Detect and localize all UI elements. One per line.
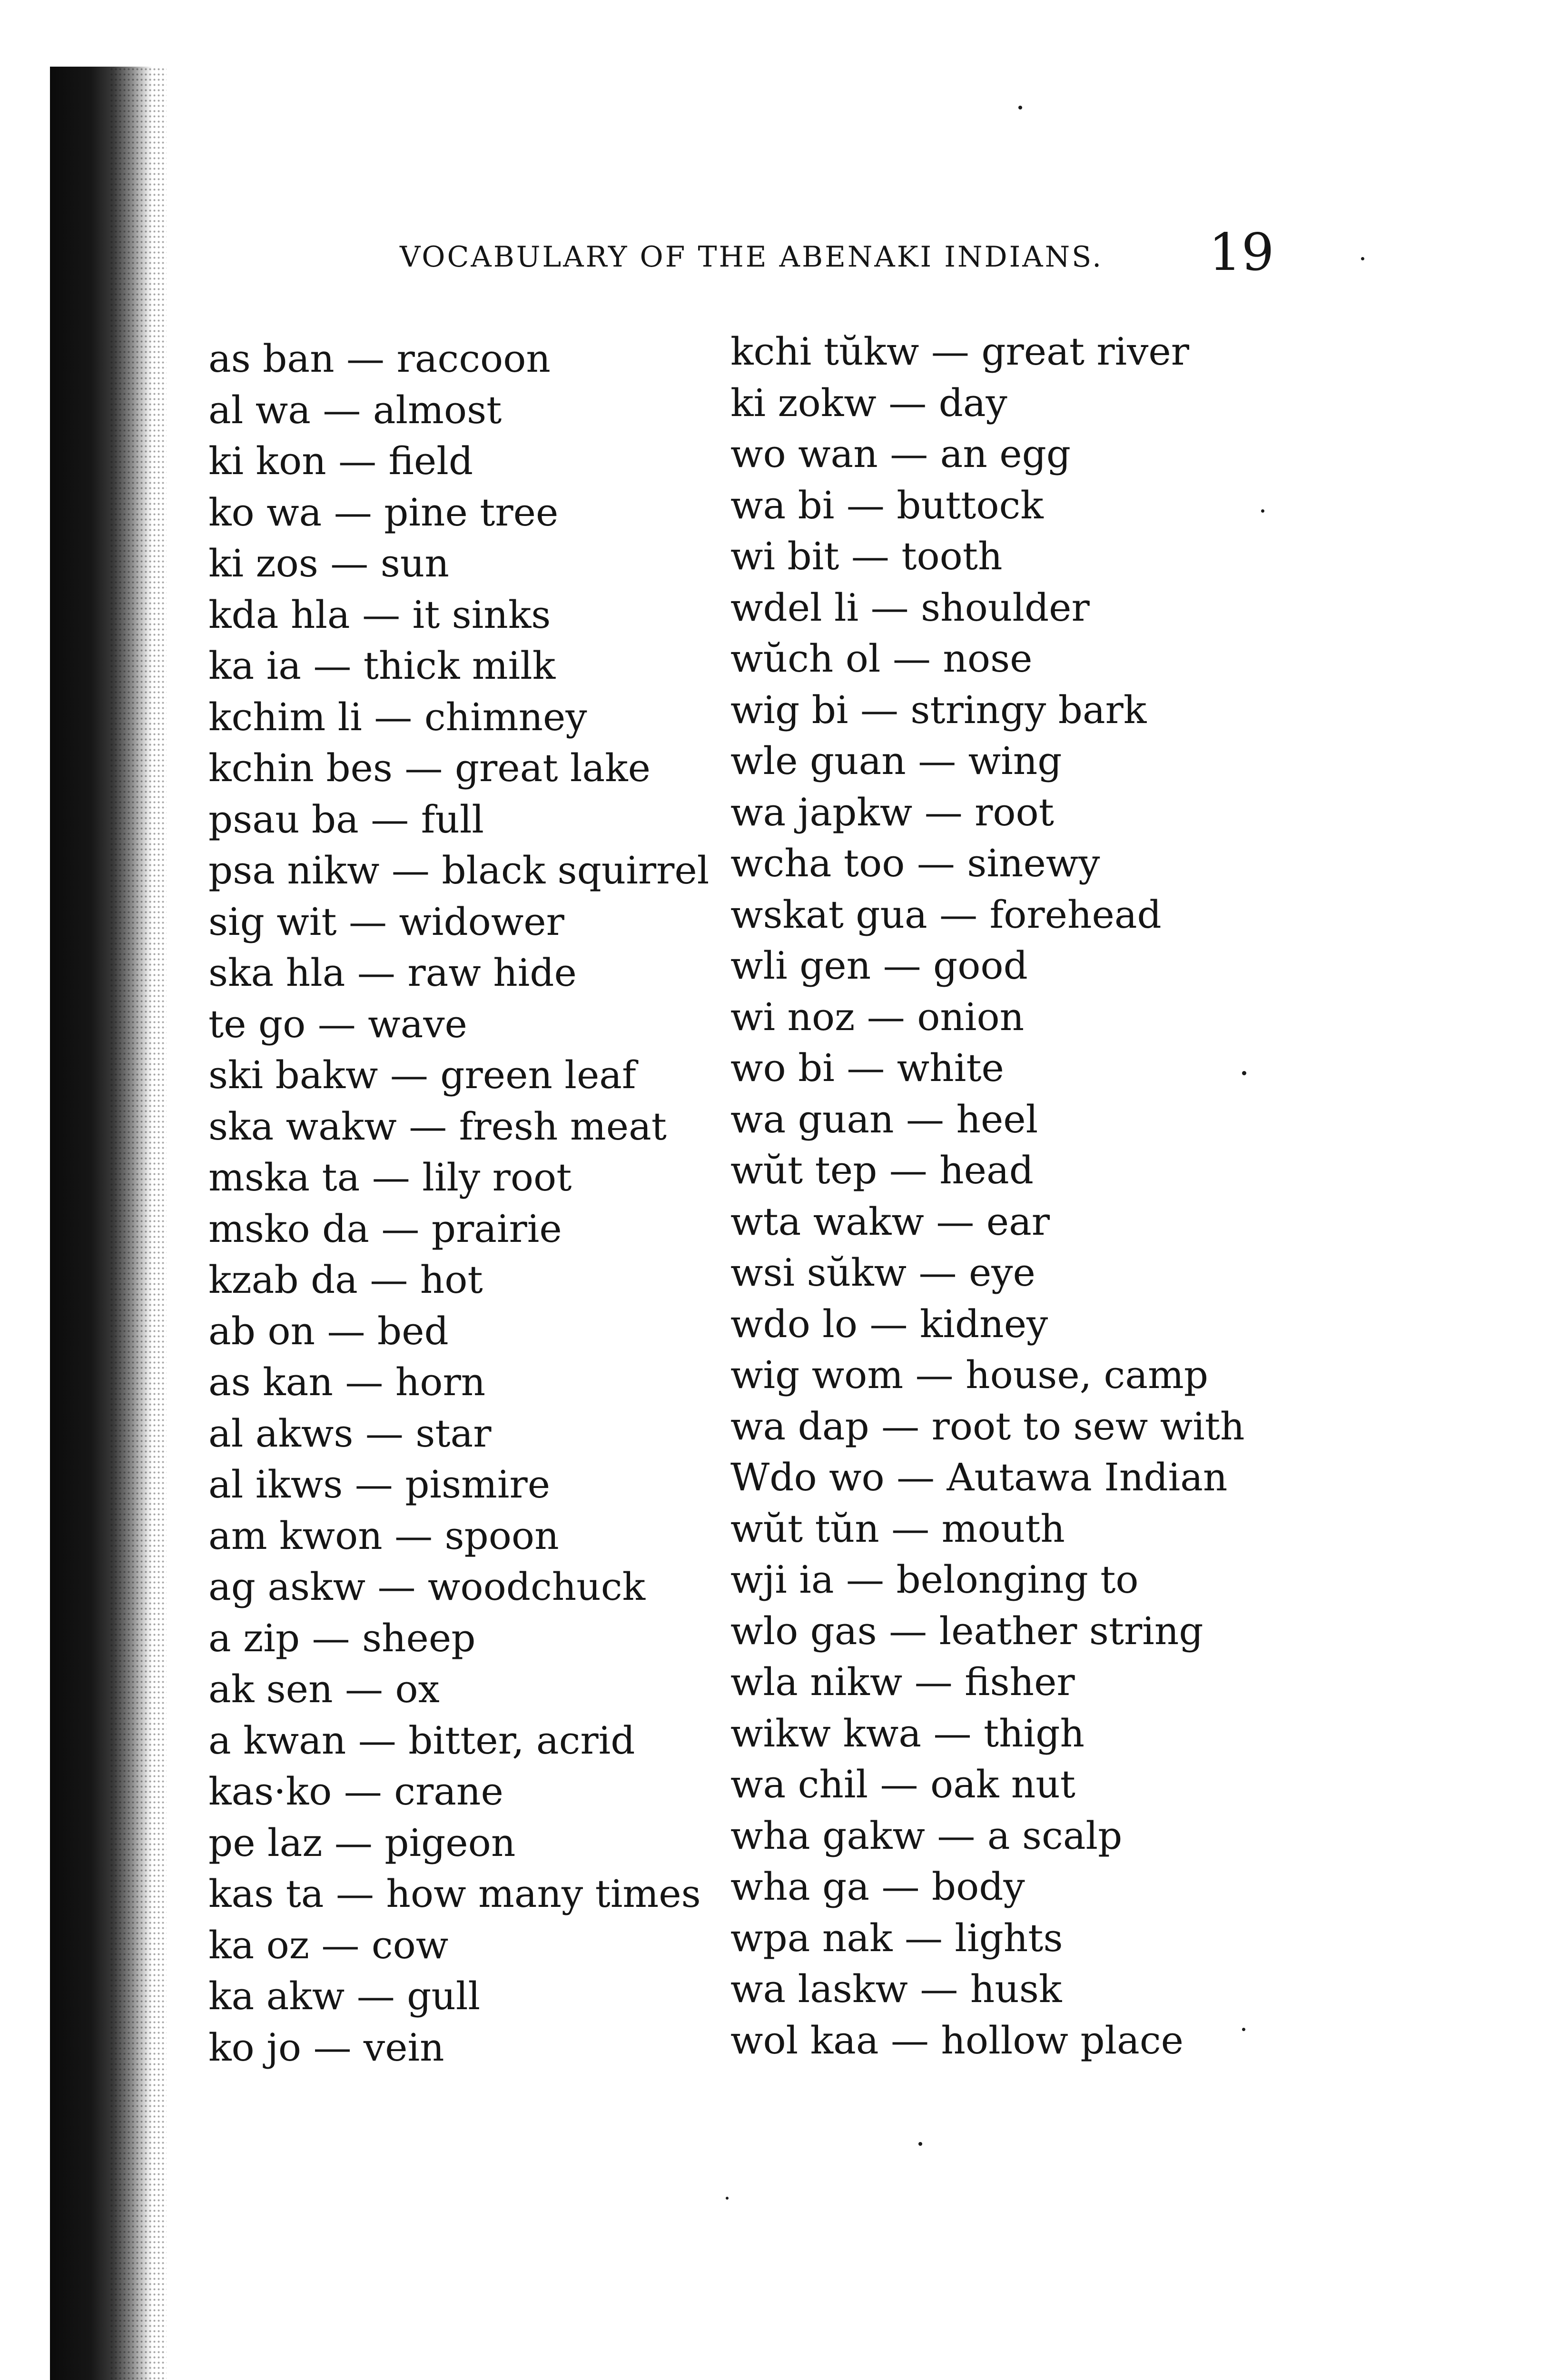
- abenaki-word: msko da: [208, 1206, 369, 1251]
- english-meaning: sheep: [362, 1616, 476, 1660]
- vocabulary-entry: [730, 1964, 1245, 2015]
- em-dash-separator: —: [374, 694, 413, 739]
- print-speck: [1361, 257, 1364, 260]
- english-meaning: husk: [970, 1967, 1062, 2011]
- vocabulary-entry: [208, 1203, 709, 1255]
- english-meaning: hollow place: [941, 2018, 1183, 2063]
- em-dash-separator: —: [915, 1353, 954, 1397]
- em-dash-separator: —: [362, 592, 401, 637]
- print-speck: [1242, 2028, 1245, 2031]
- vocabulary-entry: [730, 889, 1245, 941]
- em-dash-separator: —: [890, 432, 928, 476]
- abenaki-word: wŭch ol: [730, 636, 881, 681]
- abenaki-word: kas·ko: [208, 1769, 332, 1814]
- em-dash-separator: —: [918, 1250, 957, 1295]
- abenaki-word: ki zos: [208, 541, 318, 585]
- vocabulary-entry: [730, 2015, 1245, 2066]
- abenaki-word: wcha too: [730, 841, 905, 885]
- em-dash-separator: —: [327, 1309, 365, 1353]
- vocabulary-entry: [730, 684, 1245, 736]
- english-meaning: pigeon: [385, 1820, 516, 1865]
- abenaki-word: wi bit: [730, 534, 839, 578]
- abenaki-word: ski bakw: [208, 1053, 378, 1097]
- em-dash-separator: —: [846, 483, 885, 527]
- abenaki-word: ska wakw: [208, 1104, 397, 1149]
- vocabulary-entry: [208, 1050, 709, 1101]
- em-dash-separator: —: [348, 899, 387, 944]
- em-dash-separator: —: [345, 1360, 384, 1404]
- em-dash-separator: —: [917, 841, 955, 885]
- english-meaning: black squirrel: [442, 848, 710, 892]
- english-meaning: full: [421, 797, 484, 842]
- vocabulary-entry: [208, 1152, 709, 1203]
- left-vocabulary-column: [208, 333, 709, 2073]
- english-meaning: mouth: [941, 1506, 1065, 1551]
- em-dash-separator: —: [371, 797, 409, 842]
- abenaki-word: wle guan: [730, 739, 906, 783]
- em-dash-separator: —: [851, 534, 889, 578]
- english-meaning: house, camp: [966, 1353, 1209, 1397]
- abenaki-word: wta wakw: [730, 1199, 924, 1244]
- vocabulary-entry: [730, 1606, 1245, 1657]
- english-meaning: bed: [377, 1309, 449, 1353]
- print-speck: [918, 2142, 922, 2146]
- em-dash-separator: —: [346, 337, 385, 381]
- vocabulary-entry: [730, 992, 1245, 1043]
- vocabulary-entry: [208, 333, 709, 385]
- abenaki-word: wsi sŭkw: [730, 1250, 907, 1295]
- abenaki-word: wŭt tep: [730, 1148, 878, 1192]
- english-meaning: thick milk: [363, 644, 556, 688]
- vocabulary-entry: [208, 1357, 709, 1408]
- abenaki-word: ka akw: [208, 1974, 345, 2018]
- english-meaning: heel: [956, 1097, 1038, 1141]
- english-meaning: spoon: [444, 1513, 559, 1558]
- abenaki-word: wha gakw: [730, 1813, 925, 1858]
- em-dash-separator: —: [344, 1769, 382, 1814]
- english-meaning: ox: [395, 1667, 440, 1711]
- em-dash-separator: —: [881, 1864, 920, 1909]
- abenaki-word: kas ta: [208, 1872, 324, 1916]
- em-dash-separator: —: [381, 1206, 420, 1251]
- vocabulary-entry: [208, 1766, 709, 1817]
- abenaki-word: sig wit: [208, 899, 337, 944]
- vocabulary-entry: [730, 531, 1245, 582]
- vocabulary-entry: [730, 1759, 1245, 1810]
- english-meaning: field: [388, 439, 473, 483]
- abenaki-word: as kan: [208, 1360, 333, 1404]
- vocabulary-entry: [208, 436, 709, 487]
- vocabulary-entry: [730, 377, 1245, 429]
- abenaki-word: wli gen: [730, 943, 871, 988]
- vocabulary-entry: [730, 633, 1245, 684]
- abenaki-word: al wa: [208, 387, 311, 432]
- abenaki-word: as ban: [208, 337, 335, 381]
- em-dash-separator: —: [870, 585, 909, 630]
- em-dash-separator: —: [904, 1915, 943, 1960]
- abenaki-word: wji ia: [730, 1557, 834, 1602]
- english-meaning: great river: [981, 329, 1190, 374]
- english-meaning: it sinks: [412, 592, 551, 637]
- english-meaning: fresh meat: [459, 1104, 667, 1149]
- english-meaning: oak nut: [930, 1762, 1075, 1806]
- english-meaning: onion: [917, 994, 1025, 1039]
- abenaki-word: wpa nak: [730, 1915, 893, 1960]
- english-meaning: woodchuck: [427, 1565, 646, 1609]
- english-meaning: white: [897, 1046, 1004, 1090]
- abenaki-word: kchin bes: [208, 746, 393, 790]
- em-dash-separator: —: [365, 1411, 404, 1456]
- vocabulary-entry: [208, 1101, 709, 1152]
- em-dash-separator: —: [880, 1762, 918, 1806]
- english-meaning: Autawa Indian: [947, 1455, 1228, 1499]
- abenaki-word: wa guan: [730, 1097, 894, 1141]
- abenaki-word: a zip: [208, 1616, 300, 1660]
- vocabulary-entry: [208, 1254, 709, 1306]
- english-meaning: sun: [380, 541, 449, 585]
- em-dash-separator: —: [323, 387, 361, 432]
- english-meaning: crane: [394, 1769, 503, 1814]
- abenaki-word: ko jo: [208, 2025, 302, 2070]
- english-meaning: great lake: [454, 746, 651, 790]
- vocabulary-entry: [208, 947, 709, 999]
- abenaki-word: wdel li: [730, 585, 859, 630]
- english-meaning: eye: [968, 1250, 1035, 1295]
- em-dash-separator: —: [312, 1616, 350, 1660]
- abenaki-word: wla nikw: [730, 1660, 903, 1704]
- abenaki-word: wskat gua: [730, 892, 927, 937]
- abenaki-word: wo bi: [730, 1046, 835, 1090]
- em-dash-separator: —: [937, 1813, 976, 1858]
- abenaki-word: te go: [208, 1002, 306, 1046]
- english-meaning: wing: [968, 739, 1062, 783]
- page-number: 19: [1209, 223, 1274, 282]
- abenaki-word: al akws: [208, 1411, 354, 1456]
- vocabulary-entry: [208, 640, 709, 692]
- right-vocabulary-column: [730, 326, 1245, 2066]
- english-meaning: bitter, acrid: [408, 1718, 635, 1763]
- em-dash-separator: —: [920, 1967, 958, 2011]
- english-meaning: good: [933, 943, 1028, 988]
- vocabulary-entry: [730, 1708, 1245, 1759]
- english-meaning: forehead: [989, 892, 1162, 937]
- abenaki-word: psau ba: [208, 797, 359, 842]
- vocabulary-entry: [208, 385, 709, 436]
- abenaki-word: wlo gas: [730, 1608, 877, 1653]
- em-dash-separator: —: [860, 687, 898, 732]
- abenaki-word: ko wa: [208, 490, 322, 535]
- em-dash-separator: —: [334, 1820, 373, 1865]
- vocabulary-entry: [208, 589, 709, 641]
- vocabulary-entry: [208, 896, 709, 948]
- print-speck: [726, 2197, 729, 2200]
- english-meaning: vein: [363, 2025, 444, 2070]
- english-meaning: widower: [399, 899, 564, 944]
- em-dash-separator: —: [931, 329, 969, 374]
- abenaki-word: wa chil: [730, 1762, 868, 1806]
- vocabulary-entry: [208, 1561, 709, 1613]
- english-meaning: a scalp: [987, 1813, 1123, 1858]
- abenaki-word: a kwan: [208, 1718, 346, 1763]
- abenaki-word: wa dap: [730, 1404, 869, 1448]
- english-meaning: cow: [371, 1923, 449, 1967]
- vocabulary-entry: [208, 2022, 709, 2073]
- english-meaning: ear: [986, 1199, 1050, 1244]
- em-dash-separator: —: [358, 1718, 396, 1763]
- vocabulary-entry: [730, 1861, 1245, 1913]
- vocabulary-entry: [208, 1459, 709, 1510]
- english-meaning: star: [415, 1411, 492, 1456]
- abenaki-word: wo wan: [730, 432, 878, 476]
- abenaki-word: kzab da: [208, 1258, 358, 1302]
- english-meaning: almost: [373, 387, 502, 432]
- print-speck: [1018, 106, 1022, 109]
- em-dash-separator: —: [924, 790, 963, 834]
- abenaki-word: ak sen: [208, 1667, 333, 1711]
- english-meaning: leather string: [939, 1608, 1203, 1653]
- abenaki-word: wig wom: [730, 1353, 904, 1397]
- em-dash-separator: —: [404, 746, 443, 790]
- vocabulary-entry: [730, 1913, 1245, 1964]
- vocabulary-entry: [730, 735, 1245, 787]
- vocabulary-entry: [208, 1613, 709, 1664]
- em-dash-separator: —: [869, 1301, 908, 1346]
- abenaki-word: wikw kwa: [730, 1711, 922, 1755]
- em-dash-separator: —: [409, 1104, 447, 1149]
- em-dash-separator: —: [394, 1513, 433, 1558]
- vocabulary-entry: [730, 1196, 1245, 1248]
- em-dash-separator: —: [335, 1872, 374, 1916]
- em-dash-separator: —: [846, 1557, 885, 1602]
- abenaki-word: Wdo wo: [730, 1455, 885, 1499]
- english-meaning: green leaf: [440, 1053, 636, 1097]
- em-dash-separator: —: [321, 1923, 360, 1967]
- abenaki-word: al ikws: [208, 1462, 343, 1507]
- em-dash-separator: —: [892, 636, 931, 681]
- vocabulary-entry: [208, 692, 709, 743]
- vocabulary-entry: [730, 480, 1245, 531]
- vocabulary-entry: [208, 1408, 709, 1459]
- vocabulary-entry: [208, 487, 709, 538]
- vocabulary-entry: [208, 845, 709, 896]
- vocabulary-entry: [730, 1810, 1245, 1862]
- english-meaning: raw hide: [407, 951, 577, 995]
- english-meaning: gull: [407, 1974, 481, 2018]
- english-meaning: root: [975, 790, 1054, 834]
- abenaki-word: wa japkw: [730, 790, 913, 834]
- em-dash-separator: —: [939, 892, 978, 937]
- abenaki-word: ki zokw: [730, 380, 877, 425]
- em-dash-separator: —: [370, 1258, 408, 1302]
- abenaki-word: wi noz: [730, 994, 855, 1039]
- abenaki-word: ki kon: [208, 439, 326, 483]
- abenaki-word: ka ia: [208, 644, 301, 688]
- english-meaning: head: [939, 1148, 1034, 1192]
- vocabulary-entry: [208, 1306, 709, 1357]
- english-meaning: root to sew with: [931, 1404, 1245, 1448]
- english-meaning: lights: [955, 1915, 1063, 1960]
- abenaki-word: psa nikw: [208, 848, 380, 892]
- em-dash-separator: —: [914, 1660, 953, 1704]
- vocabulary-entry: [208, 538, 709, 589]
- em-dash-separator: —: [888, 380, 927, 425]
- print-speck: [1242, 1071, 1246, 1075]
- em-dash-separator: —: [890, 2018, 929, 2063]
- english-meaning: horn: [395, 1360, 486, 1404]
- abenaki-word: mska ta: [208, 1155, 360, 1200]
- abenaki-word: ka oz: [208, 1923, 309, 1967]
- vocabulary-entry: [730, 1452, 1245, 1503]
- abenaki-word: wa bi: [730, 483, 835, 527]
- abenaki-word: kchi tŭkw: [730, 329, 919, 374]
- english-meaning: buttock: [897, 483, 1044, 527]
- em-dash-separator: —: [881, 1404, 920, 1448]
- running-title: VOCABULARY OF THE ABENAKI INDIANS.: [400, 240, 1104, 274]
- abenaki-word: am kwon: [208, 1513, 383, 1558]
- em-dash-separator: —: [313, 644, 352, 688]
- english-meaning: nose: [943, 636, 1033, 681]
- em-dash-separator: —: [390, 1053, 428, 1097]
- em-dash-separator: —: [377, 1565, 416, 1609]
- english-meaning: an egg: [940, 432, 1071, 476]
- vocabulary-entry: [730, 1349, 1245, 1401]
- abenaki-word: wŭt tŭn: [730, 1506, 879, 1551]
- vocabulary-entry: [208, 999, 709, 1050]
- em-dash-separator: —: [889, 1608, 927, 1653]
- english-meaning: tooth: [901, 534, 1003, 578]
- em-dash-separator: —: [889, 1148, 927, 1192]
- vocabulary-entry: [208, 1715, 709, 1766]
- abenaki-word: wig bi: [730, 687, 848, 732]
- em-dash-separator: —: [330, 541, 369, 585]
- english-meaning: prairie: [431, 1206, 562, 1251]
- vocabulary-entry: [730, 1094, 1245, 1145]
- em-dash-separator: —: [918, 739, 956, 783]
- vocabulary-entry: [208, 743, 709, 794]
- english-meaning: belonging to: [896, 1557, 1139, 1602]
- abenaki-word: wha ga: [730, 1864, 870, 1909]
- vocabulary-entry: [730, 1401, 1245, 1452]
- em-dash-separator: —: [867, 994, 905, 1039]
- em-dash-separator: —: [355, 1462, 393, 1507]
- abenaki-word: ag askw: [208, 1565, 366, 1609]
- english-meaning: how many times: [386, 1872, 701, 1916]
- vocabulary-entry: [730, 940, 1245, 992]
- vocabulary-entry: [730, 787, 1245, 838]
- vocabulary-entry: [208, 1971, 709, 2022]
- vocabulary-entry: [208, 1920, 709, 1971]
- english-meaning: thigh: [983, 1711, 1085, 1755]
- vocabulary-entry: [208, 1817, 709, 1869]
- english-meaning: day: [938, 380, 1007, 425]
- abenaki-word: pe laz: [208, 1820, 323, 1865]
- abenaki-word: ab on: [208, 1309, 316, 1353]
- english-meaning: stringy bark: [910, 687, 1147, 732]
- em-dash-separator: —: [317, 1002, 356, 1046]
- english-meaning: fisher: [965, 1660, 1075, 1704]
- em-dash-separator: —: [883, 943, 921, 988]
- english-meaning: raccoon: [396, 337, 551, 381]
- em-dash-separator: —: [906, 1097, 944, 1141]
- em-dash-separator: —: [847, 1046, 885, 1090]
- english-meaning: lily root: [422, 1155, 572, 1200]
- english-meaning: kidney: [919, 1301, 1048, 1346]
- em-dash-separator: —: [338, 439, 377, 483]
- vocabulary-entry: [730, 1042, 1245, 1094]
- abenaki-word: wa laskw: [730, 1967, 908, 2011]
- vocabulary-entry: [730, 838, 1245, 889]
- abenaki-word: wdo lo: [730, 1301, 858, 1346]
- english-meaning: shoulder: [921, 585, 1090, 630]
- em-dash-separator: —: [891, 1506, 930, 1551]
- abenaki-word: wol kaa: [730, 2018, 879, 2063]
- em-dash-separator: —: [391, 848, 430, 892]
- vocabulary-entry: [730, 1145, 1245, 1196]
- em-dash-separator: —: [313, 2025, 352, 2070]
- em-dash-separator: —: [334, 490, 372, 535]
- english-meaning: pine tree: [384, 490, 559, 535]
- vocabulary-entry: [730, 582, 1245, 634]
- em-dash-separator: —: [345, 1667, 383, 1711]
- em-dash-separator: —: [372, 1155, 410, 1200]
- vocabulary-entry: [730, 1656, 1245, 1708]
- em-dash-separator: —: [936, 1199, 975, 1244]
- abenaki-word: ska hla: [208, 951, 345, 995]
- vocabulary-entry: [730, 1554, 1245, 1606]
- vocabulary-entry: [730, 1247, 1245, 1299]
- vocabulary-entry: [208, 1664, 709, 1715]
- print-speck: [1261, 509, 1264, 513]
- em-dash-separator: —: [897, 1455, 935, 1499]
- vocabulary-entry: [208, 1868, 709, 1920]
- english-meaning: sinewy: [967, 841, 1100, 885]
- vocabulary-entry: [730, 428, 1245, 480]
- abenaki-word: kchim li: [208, 694, 362, 739]
- english-meaning: hot: [420, 1258, 483, 1302]
- vocabulary-entry: [730, 1299, 1245, 1350]
- vocabulary-entry: [208, 794, 709, 845]
- english-meaning: pismire: [405, 1462, 551, 1507]
- english-meaning: wave: [368, 1002, 467, 1046]
- english-meaning: chimney: [424, 694, 587, 739]
- binding-gutter-speckle: [109, 67, 167, 2380]
- em-dash-separator: —: [357, 951, 395, 995]
- em-dash-separator: —: [356, 1974, 395, 2018]
- vocabulary-entry: [730, 1503, 1245, 1555]
- abenaki-word: kda hla: [208, 592, 350, 637]
- vocabulary-entry: [208, 1510, 709, 1562]
- english-meaning: body: [931, 1864, 1025, 1909]
- vocabulary-entry: [730, 326, 1245, 377]
- em-dash-separator: —: [933, 1711, 972, 1755]
